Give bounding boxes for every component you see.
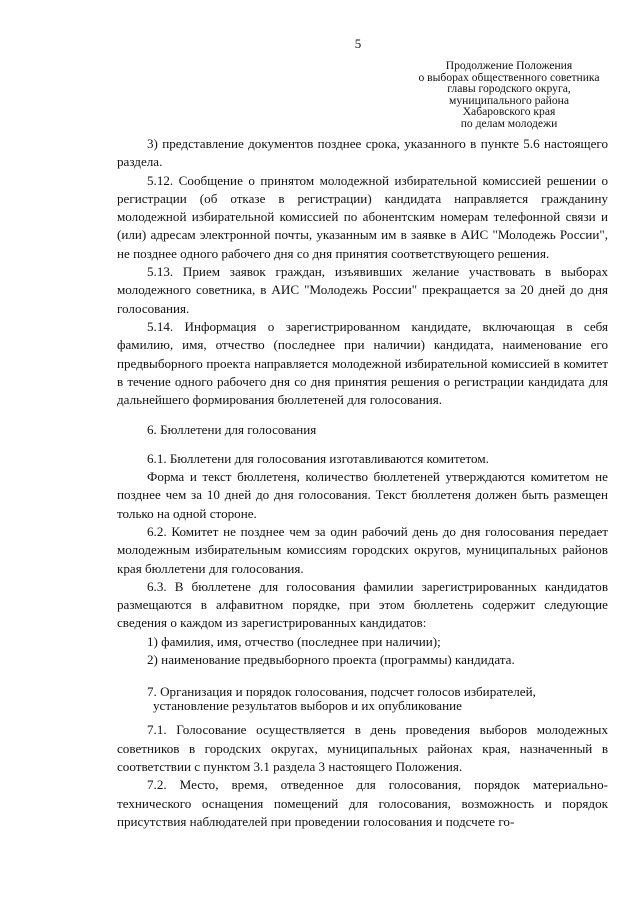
header-line: о выборах общественного советника [418,70,600,84]
paragraph-5-13: 5.13. Прием заявок граждан, изъявивших желание участвовать в выборах молодежного советника, в АИС "Молодежь России" прекращается за 20 дней до дня голосования. [117,264,608,316]
paragraph-6-1-form: Форма и текст бюллетеня, количество бюллетеней утверждаются комитетом не позднее чем за 10 дней до дня голосования. Текст бюллетеня должен быть размещен только на одной стороне. [117,469,608,521]
page-number: 5 [354,36,362,51]
paragraph-6-3: 6.3. В бюллетене для голосования фамилии зарегистрированных кандидатов размещаются в алфавитном порядке, при этом бюллетень содержит следующие сведения о каждом из зарегистрированных кандидатов: [117,578,608,631]
document-body [117,135,608,831]
paragraph-6-3-item-2: 2) наименование предвыборного проекта (программы) кандидата. [147,652,515,668]
header-line: по делам молодежи [460,116,558,130]
paragraph-6-2: 6.2. Комитет не позднее чем за один рабочий день до дня голосования передает молодежным избирательным комиссиям городских округов, муниципальных районов края бюллетени для голосования. [117,523,608,576]
paragraph-5-11-item-3: 3) представление документов позднее срока, указанного в пункте 5.6 настоящего раздела. [117,136,608,170]
header-line: муниципального района [449,93,569,107]
document-header [398,60,620,129]
paragraph-6-3-item-1: 1) фамилия, имя, отчество (последнее при наличии); [147,633,441,649]
section-6-heading: 6. Бюллетени для голосования [147,422,317,438]
header-line: Продолжение Положения [445,59,573,72]
section-7-heading-line-1: 7. Организация и порядок голосования, подсчет голосов избирателей, [147,684,536,700]
header-line: Хабаровского края [462,105,556,118]
paragraph-6-1: 6.1. Бюллетени для голосования изготавливаются комитетом. [147,450,489,466]
section-7-heading-line-2: установление результатов выборов и их опубликование [153,698,462,714]
section-7-heading [117,685,608,713]
header-line: главы городского округа, [447,82,571,95]
paragraph-5-12: 5.12. Сообщение о принятом молодежной избирательной комиссией решении о регистрации (об отказе в регистрации) кандидата направляется гражданину молодежной избирательной комиссией по абонентским номерам телефонной связи и (или) адресам электронной почты, указанным им в заявке в АИС "Молодежь России", не позднее одного рабочего дня со дня принятия соответствующего решения. [117,172,608,261]
paragraph-5-14: 5.14. Информация о зарегистрированном кандидате, включающая в себя фамилию, имя, отчество (последнее при наличии) кандидата, наименование его предвыборного проекта направляется молодежной избирательной комиссией в комитет в течение одного рабочего дня со дня принятия решения о регистрации кандидата для дальнейшего формирования бюллетеней для голосования. [117,318,608,408]
paragraph-7-1: 7.1. Голосование осуществляется в день проведения выборов молодежных советников в городских округах, муниципальных районах края, назначенный в соответствии с пунктом 3.1 раздела 3 настоящего Положения. [117,722,608,774]
paragraph-7-2: 7.2. Место, время, отведенное для голосования, порядок материально-технического оснащения помещений для голосования, возможность и порядок присутствия наблюдателей при проведении голосования и подсчете го- [117,777,608,829]
